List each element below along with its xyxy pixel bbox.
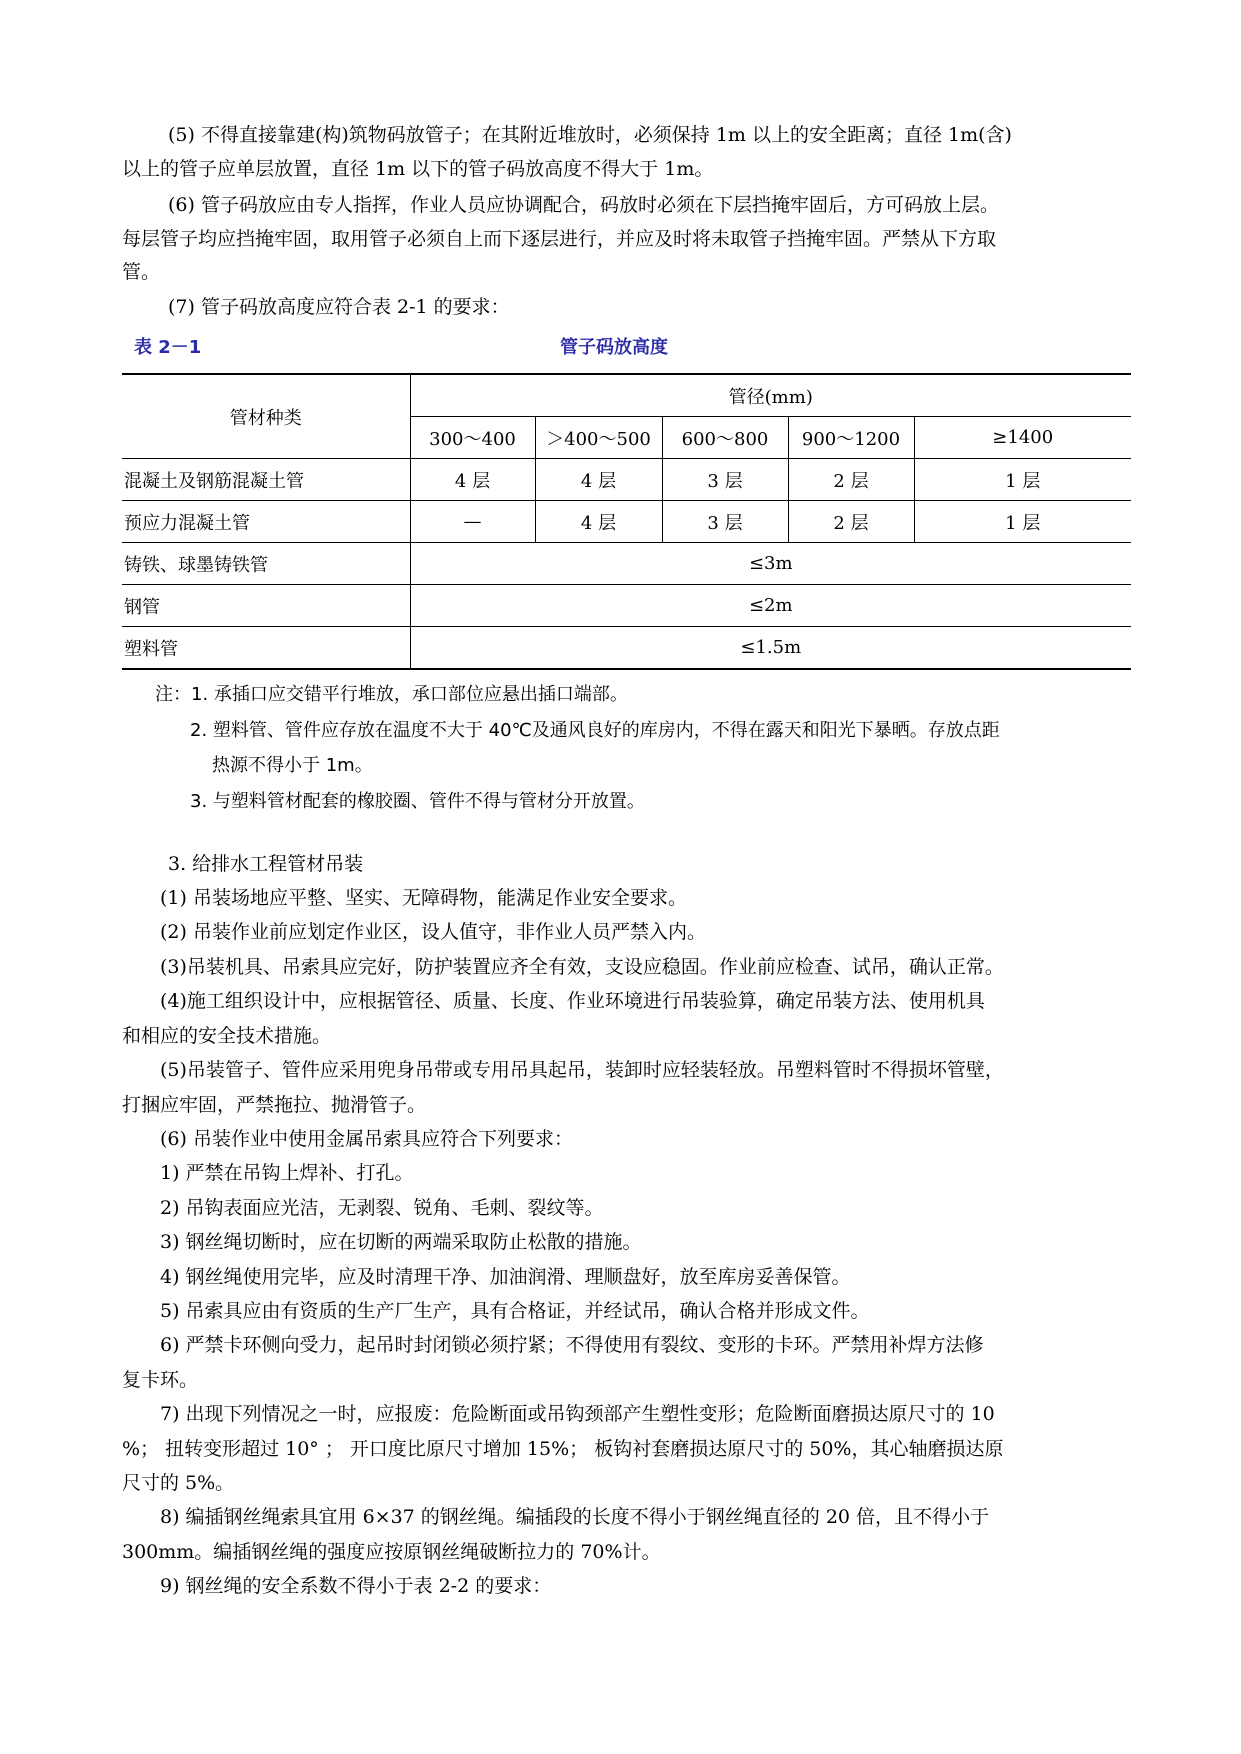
table-number: 表 2－1: [134, 337, 202, 358]
value-cell: 4 层: [535, 501, 662, 543]
value-cell: 4 层: [410, 459, 535, 501]
table-row: [122, 501, 1131, 543]
section-heading: 3. 给排水工程管材吊装: [168, 853, 364, 875]
paragraph: 以上的管子应单层放置，直径 1m 以下的管子码放高度不得大于 1m。: [122, 158, 714, 180]
table-row: [122, 459, 1131, 501]
paragraph: 管。: [122, 261, 161, 283]
list-item: 4) 钢丝绳使用完毕，应及时清理干净、加油润滑、理顺盘好，放至库房妥善保管。: [160, 1266, 851, 1288]
diameter-cell: ＞400～500: [535, 417, 662, 459]
list-item: 2) 吊钩表面应光洁，无剥裂、锐角、毛刺、裂纹等。: [160, 1197, 604, 1219]
list-item: 9) 钢丝绳的安全系数不得小于表 2-2 的要求：: [160, 1575, 552, 1597]
table-title: 管子码放高度: [560, 337, 668, 358]
value-cell: 2 层: [788, 459, 914, 501]
diameter-cell: ≥1400: [914, 417, 1131, 459]
list-item: 6) 严禁卡环侧向受力，起吊时封闭锁必须拧紧；不得使用有裂纹、变形的卡环。严禁用补焊方法修: [160, 1334, 984, 1356]
table-note: 注：1. 承插口应交错平行堆放，承口部位应悬出插口端部。: [155, 684, 628, 705]
table-note: 3. 与塑料管材配套的橡胶圈、管件不得与管材分开放置。: [190, 791, 645, 812]
paragraph: 和相应的安全技术措施。: [122, 1025, 332, 1047]
list-item: %； 扭转变形超过 10° ； 开口度比原尺寸增加 15%； 板钩衬套磨损达原尺寸的 50%，其心轴磨损达原: [122, 1438, 1004, 1460]
value-cell: 1 层: [914, 501, 1131, 543]
list-item: 8) 编插钢丝绳索具宜用 6×37 的钢丝绳。编插段的长度不得小于钢丝绳直径的 20 倍，且不得小于: [160, 1506, 990, 1528]
list-item: 1) 严禁在吊钩上焊补、打孔。: [160, 1162, 414, 1184]
paragraph: 每层管子均应挡掩牢固，取用管子必须自上而下逐层进行，并应及时将未取管子挡掩牢固。严禁从下方取: [122, 228, 997, 250]
header-diameter: 管径(mm): [410, 374, 1131, 417]
table-note: 2. 塑料管、管件应存放在温度不大于 40℃及通风良好的库房内，不得在露天和阳光下暴晒。存放点距: [190, 720, 1000, 741]
list-item: 3) 钢丝绳切断时，应在切断的两端采取防止松散的措施。: [160, 1231, 642, 1253]
diameter-cell: 900～1200: [788, 417, 914, 459]
list-item: 复卡环。: [122, 1369, 199, 1391]
paragraph: (7) 管子码放高度应符合表 2-1 的要求：: [168, 296, 510, 318]
material-cell: 塑料管: [122, 627, 410, 670]
material-cell: 铸铁、球墨铸铁管: [122, 543, 410, 585]
paragraph: (5) 不得直接靠建(构)筑物码放管子；在其附近堆放时，必须保持 1m 以上的安全距离；直径 1m(含): [168, 124, 1012, 146]
table-row: [122, 627, 1131, 670]
note-prefix: 注：: [155, 684, 191, 705]
table-note: 热源不得小于 1m。: [212, 755, 373, 776]
table-row: [122, 543, 1131, 585]
value-cell: 3 层: [662, 501, 788, 543]
value-cell: 1 层: [914, 459, 1131, 501]
table-header-row: [122, 374, 1131, 417]
list-item: 300mm。编插钢丝绳的强度应按原钢丝绳破断拉力的 70%计。: [122, 1541, 661, 1563]
material-cell: 钢管: [122, 585, 410, 627]
value-cell: ≤3m: [410, 543, 1131, 585]
paragraph: (1) 吊装场地应平整、坚实、无障碍物，能满足作业安全要求。: [160, 887, 687, 909]
pipe-stacking-height-table: [122, 373, 1131, 670]
paragraph: 打捆应牢固，严禁拖拉、抛滑管子。: [122, 1094, 427, 1116]
list-item: 7) 出现下列情况之一时，应报废：危险断面或吊钩颈部产生塑性变形；危险断面磨损达原尺寸的 10: [160, 1403, 995, 1425]
paragraph: (6) 吊装作业中使用金属吊索具应符合下列要求：: [160, 1128, 573, 1150]
diameter-cell: 600～800: [662, 417, 788, 459]
paragraph: (4)施工组织设计中，应根据管径、质量、长度、作业环境进行吊装验算，确定吊装方法、使用机具: [160, 990, 985, 1012]
value-cell: 4 层: [535, 459, 662, 501]
value-cell: ≤2m: [410, 585, 1131, 627]
paragraph: (2) 吊装作业前应划定作业区，设人值守，非作业人员严禁入内。: [160, 921, 706, 943]
list-item: 5) 吊索具应由有资质的生产厂生产，具有合格证，并经试吊，确认合格并形成文件。: [160, 1300, 870, 1322]
material-cell: 混凝土及钢筋混凝土管: [122, 459, 410, 501]
diameter-cell: 300～400: [410, 417, 535, 459]
value-cell: 2 层: [788, 501, 914, 543]
header-material: 管材种类: [122, 374, 410, 459]
paragraph: (6) 管子码放应由专人指挥，作业人员应协调配合，码放时必须在下层挡掩牢固后，方可码放上层。: [168, 194, 999, 216]
table-row: [122, 585, 1131, 627]
value-cell: ≤1.5m: [410, 627, 1131, 670]
paragraph: (3)吊装机具、吊索具应完好，防护装置应齐全有效，支设应稳固。作业前应检查、试吊，确认正常。: [160, 956, 1004, 978]
list-item: 尺寸的 5%。: [122, 1472, 235, 1494]
value-cell: 3 层: [662, 459, 788, 501]
paragraph: (5)吊装管子、管件应采用兜身吊带或专用吊具起吊，装卸时应轻装轻放。吊塑料管时不得损坏管壁，: [160, 1059, 1004, 1081]
material-cell: 预应力混凝土管: [122, 501, 410, 543]
value-cell: —: [410, 501, 535, 543]
